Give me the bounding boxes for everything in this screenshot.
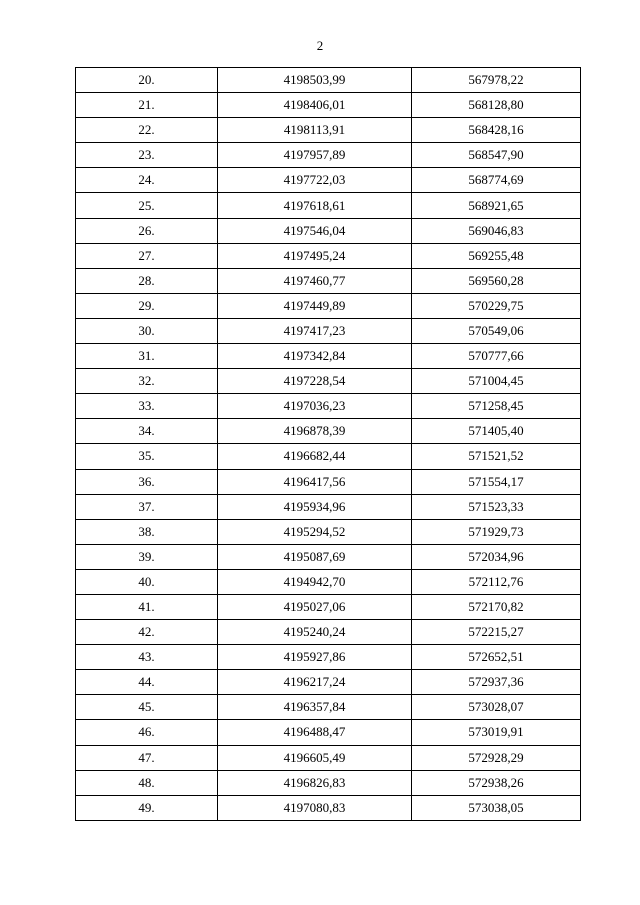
x-coordinate-cell: 4197417,23: [218, 318, 412, 343]
point-number-cell: 20.: [76, 68, 218, 93]
y-coordinate-cell: 569255,48: [412, 243, 581, 268]
x-coordinate-cell: 4196826,83: [218, 770, 412, 795]
point-number-cell: 28.: [76, 268, 218, 293]
table-row: [76, 594, 581, 619]
y-coordinate-cell: 572652,51: [412, 645, 581, 670]
point-number-cell: 27.: [76, 243, 218, 268]
table-row: [76, 369, 581, 394]
y-coordinate-cell: 571258,45: [412, 394, 581, 419]
x-coordinate-cell: 4197957,89: [218, 143, 412, 168]
page-number: 2: [316, 38, 324, 53]
y-coordinate-cell: 570777,66: [412, 344, 581, 369]
table-row: [76, 344, 581, 369]
table-row: [76, 745, 581, 770]
x-coordinate-cell: 4198503,99: [218, 68, 412, 93]
y-coordinate-cell: 568921,65: [412, 193, 581, 218]
table-row: [76, 243, 581, 268]
y-coordinate-cell: 568428,16: [412, 118, 581, 143]
y-coordinate-cell: 571554,17: [412, 469, 581, 494]
table-row: [76, 720, 581, 745]
table-row: [76, 519, 581, 544]
point-number-cell: 45.: [76, 695, 218, 720]
table-row: [76, 670, 581, 695]
point-number-cell: 32.: [76, 369, 218, 394]
point-number-cell: 30.: [76, 318, 218, 343]
y-coordinate-cell: 572937,36: [412, 670, 581, 695]
point-number-cell: 43.: [76, 645, 218, 670]
point-number-cell: 37.: [76, 494, 218, 519]
table-row: [76, 620, 581, 645]
y-coordinate-cell: 572938,26: [412, 770, 581, 795]
point-number-cell: 24.: [76, 168, 218, 193]
x-coordinate-cell: 4197460,77: [218, 268, 412, 293]
y-coordinate-cell: 570549,06: [412, 318, 581, 343]
table-row: [76, 569, 581, 594]
y-coordinate-cell: 572215,27: [412, 620, 581, 645]
point-number-cell: 22.: [76, 118, 218, 143]
table-row: [76, 118, 581, 143]
table-row: [76, 143, 581, 168]
point-number-cell: 38.: [76, 519, 218, 544]
table-row: [76, 193, 581, 218]
point-number-cell: 46.: [76, 720, 218, 745]
table-row: [76, 394, 581, 419]
y-coordinate-cell: 571405,40: [412, 419, 581, 444]
y-coordinate-cell: 571004,45: [412, 369, 581, 394]
table-row: [76, 293, 581, 318]
point-number-cell: 36.: [76, 469, 218, 494]
point-number-cell: 29.: [76, 293, 218, 318]
table-row: [76, 544, 581, 569]
x-coordinate-cell: 4195027,06: [218, 594, 412, 619]
x-coordinate-cell: 4197618,61: [218, 193, 412, 218]
table-row: [76, 268, 581, 293]
x-coordinate-cell: 4194942,70: [218, 569, 412, 594]
y-coordinate-cell: 573019,91: [412, 720, 581, 745]
y-coordinate-cell: 570229,75: [412, 293, 581, 318]
table-row: [76, 93, 581, 118]
table-row: [76, 494, 581, 519]
y-coordinate-cell: 573028,07: [412, 695, 581, 720]
x-coordinate-cell: 4197342,84: [218, 344, 412, 369]
point-number-cell: 41.: [76, 594, 218, 619]
point-number-cell: 39.: [76, 544, 218, 569]
y-coordinate-cell: 572034,96: [412, 544, 581, 569]
table-row: [76, 695, 581, 720]
x-coordinate-cell: 4195294,52: [218, 519, 412, 544]
x-coordinate-cell: 4196357,84: [218, 695, 412, 720]
x-coordinate-cell: 4196488,47: [218, 720, 412, 745]
point-number-cell: 25.: [76, 193, 218, 218]
table-row: [76, 168, 581, 193]
x-coordinate-cell: 4196682,44: [218, 444, 412, 469]
y-coordinate-cell: 568547,90: [412, 143, 581, 168]
y-coordinate-cell: 571521,52: [412, 444, 581, 469]
point-number-cell: 35.: [76, 444, 218, 469]
point-number-cell: 42.: [76, 620, 218, 645]
x-coordinate-cell: 4197546,04: [218, 218, 412, 243]
table-row: [76, 419, 581, 444]
point-number-cell: 23.: [76, 143, 218, 168]
x-coordinate-cell: 4195087,69: [218, 544, 412, 569]
y-coordinate-cell: 568128,80: [412, 93, 581, 118]
x-coordinate-cell: 4197722,03: [218, 168, 412, 193]
table-row: [76, 770, 581, 795]
y-coordinate-cell: 572112,76: [412, 569, 581, 594]
point-number-cell: 34.: [76, 419, 218, 444]
point-number-cell: 21.: [76, 93, 218, 118]
point-number-cell: 31.: [76, 344, 218, 369]
x-coordinate-cell: 4195934,96: [218, 494, 412, 519]
point-number-cell: 26.: [76, 218, 218, 243]
x-coordinate-cell: 4195240,24: [218, 620, 412, 645]
table-row: [76, 68, 581, 93]
x-coordinate-cell: 4196217,24: [218, 670, 412, 695]
x-coordinate-cell: 4197495,24: [218, 243, 412, 268]
x-coordinate-cell: 4195927,86: [218, 645, 412, 670]
x-coordinate-cell: 4196878,39: [218, 419, 412, 444]
x-coordinate-cell: 4197036,23: [218, 394, 412, 419]
coordinates-table: [75, 67, 581, 821]
table-row: [76, 444, 581, 469]
point-number-cell: 40.: [76, 569, 218, 594]
coordinates-table-body: [76, 68, 581, 821]
table-row: [76, 218, 581, 243]
x-coordinate-cell: 4197228,54: [218, 369, 412, 394]
y-coordinate-cell: 571929,73: [412, 519, 581, 544]
table-row: [76, 645, 581, 670]
table-row: [76, 469, 581, 494]
table-row: [76, 795, 581, 820]
x-coordinate-cell: 4198406,01: [218, 93, 412, 118]
x-coordinate-cell: 4196417,56: [218, 469, 412, 494]
y-coordinate-cell: 572170,82: [412, 594, 581, 619]
x-coordinate-cell: 4198113,91: [218, 118, 412, 143]
y-coordinate-cell: 568774,69: [412, 168, 581, 193]
point-number-cell: 48.: [76, 770, 218, 795]
x-coordinate-cell: 4197080,83: [218, 795, 412, 820]
table-row: [76, 318, 581, 343]
y-coordinate-cell: 573038,05: [412, 795, 581, 820]
point-number-cell: 47.: [76, 745, 218, 770]
y-coordinate-cell: 567978,22: [412, 68, 581, 93]
y-coordinate-cell: 571523,33: [412, 494, 581, 519]
point-number-cell: 44.: [76, 670, 218, 695]
y-coordinate-cell: 572928,29: [412, 745, 581, 770]
point-number-cell: 33.: [76, 394, 218, 419]
x-coordinate-cell: 4196605,49: [218, 745, 412, 770]
x-coordinate-cell: 4197449,89: [218, 293, 412, 318]
point-number-cell: 49.: [76, 795, 218, 820]
y-coordinate-cell: 569046,83: [412, 218, 581, 243]
y-coordinate-cell: 569560,28: [412, 268, 581, 293]
